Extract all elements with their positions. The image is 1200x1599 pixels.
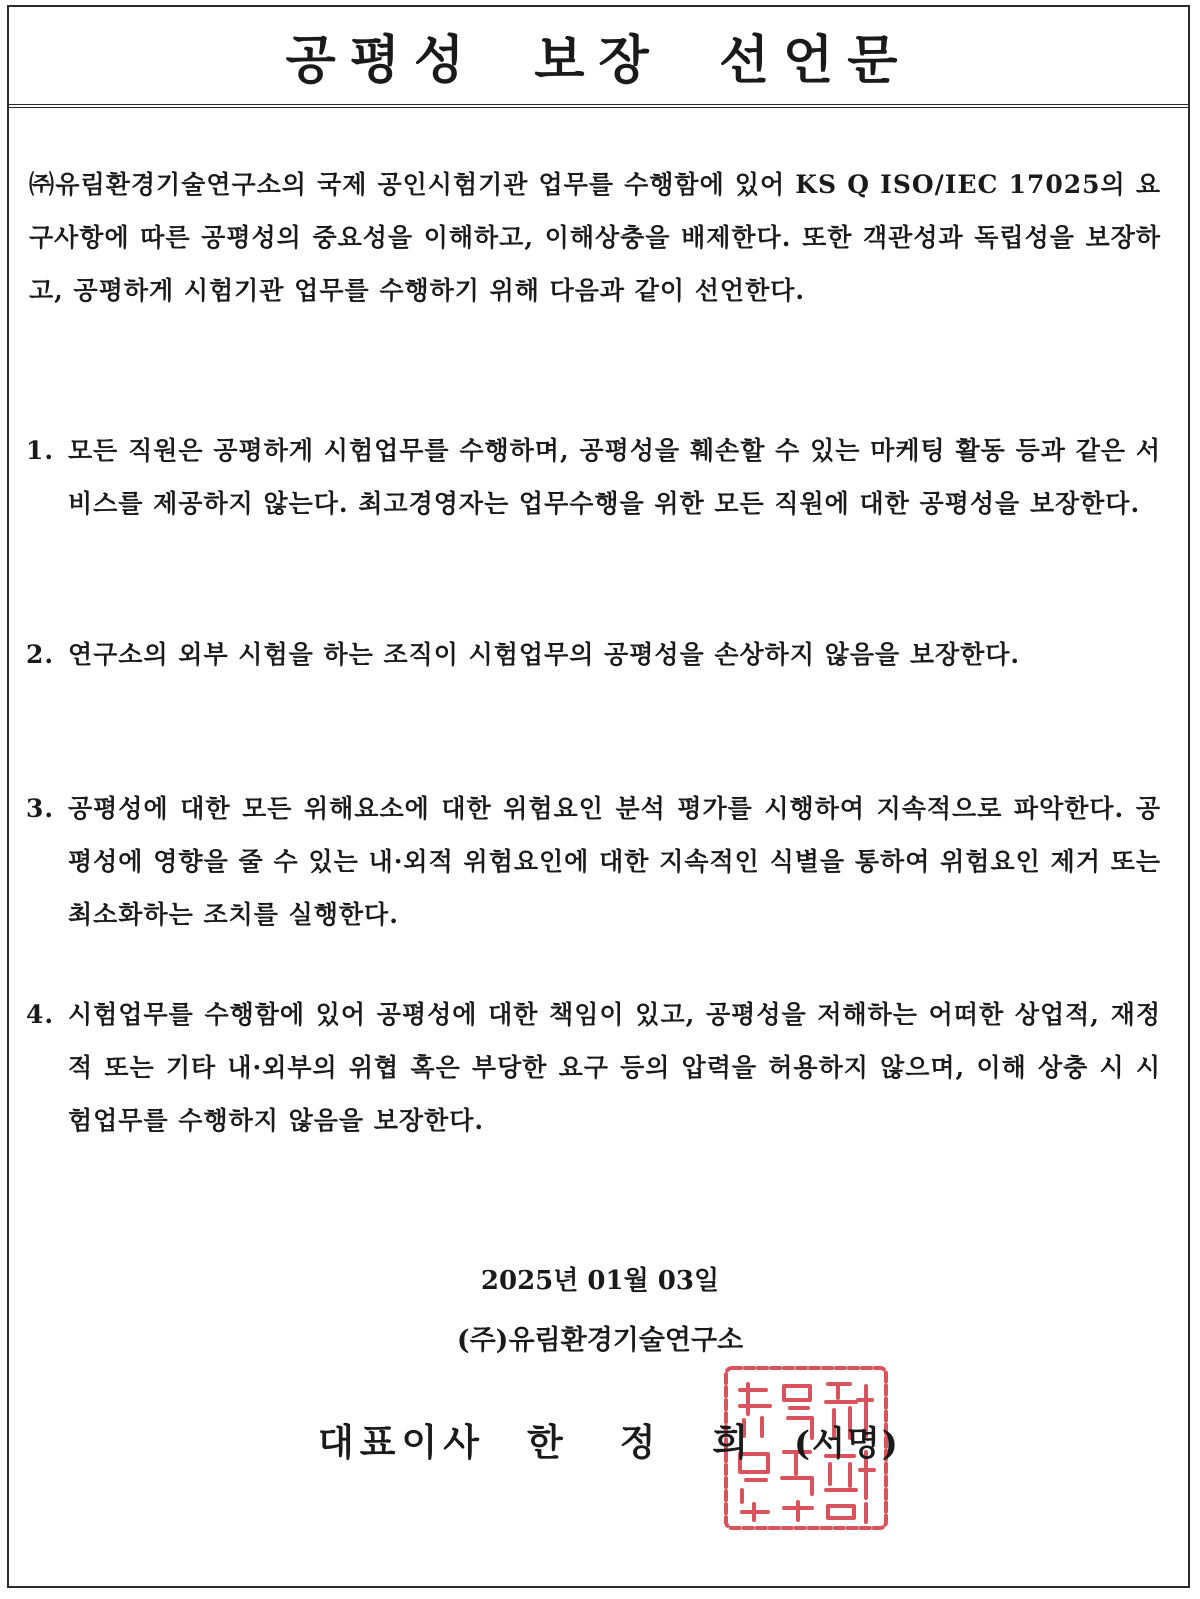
clause-4 [26, 988, 1161, 1147]
clause-number: 4. [26, 1000, 55, 1029]
clause-number: 2. [26, 640, 55, 669]
company-name: (주)유림환경기술연구소 [456, 1325, 744, 1356]
document-title: 공평성 보장 선언문 [285, 31, 912, 91]
signature-line [318, 1412, 900, 1466]
signer-role: 대표이사 [318, 1421, 485, 1464]
clause-text: 공평성에 대한 모든 위해요소에 대한 위험요인 분석 평가를 시행하여 지속적으로 파악한다. 공평성에 영향을 줄 수 있는 내·외적 위험요인에 대한 지속적인 식별을 통하여 위험요인 제거 또는 최소화하는 조치를 실행한다. [68, 794, 1161, 929]
clause-text: 모든 직원은 공평하게 시험업무를 수행하며, 공평성을 훼손할 수 있는 마케팅 활동 등과 같은 서비스를 제공하지 않는다. 최고경영자는 업무수행을 위한 모든 직원에 대한 공평성을 보장한다. [68, 436, 1161, 518]
signature-mark: (서명) [793, 1424, 900, 1464]
intro-paragraph: ㈜유림환경기술연구소의 국제 공인시험기관 업무를 수행함에 있어 KS Q ISO/IEC 17025의 요구사항에 따른 공평성의 중요성을 이해하고, 이해상충을 배제한다. 또한 객관성과 독립성을 보장하고, 공평하게 시험기관 업무를 수행하기 위해 다음과 같이 선언한다. [29, 170, 1161, 305]
declaration-date: 2025년 01월 03일 [480, 1266, 720, 1296]
clause-number: 1. [26, 436, 55, 465]
clause-2 [26, 628, 1161, 681]
title-box [9, 7, 1188, 108]
clause-3 [26, 782, 1161, 941]
clause-1 [26, 424, 1161, 530]
clause-number: 3. [26, 794, 55, 823]
clause-text: 시험업무를 수행함에 있어 공평성에 대한 책임이 있고, 공평성을 저해하는 어떠한 상업적, 재정적 또는 기타 내·외부의 위협 혹은 부당한 요구 등의 압력을 허용하지 않으며, 이해 상충 시 시험업무를 수행하지 않음을 보장한다. [68, 1000, 1161, 1135]
signer-name: 한 정 희 [526, 1421, 770, 1464]
clause-text: 연구소의 외부 시험을 하는 조직이 시험업무의 공평성을 손상하지 않음을 보장한다. [68, 640, 1021, 669]
